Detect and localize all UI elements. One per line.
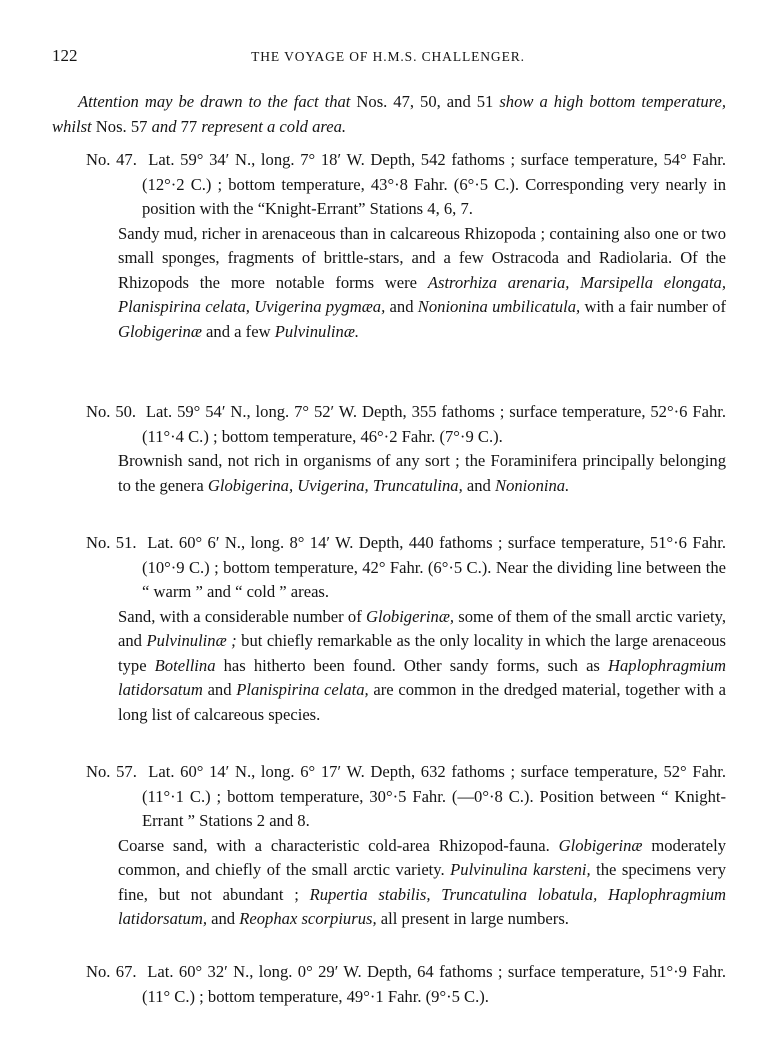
- intro-text: Attention may be drawn to the fact that: [78, 92, 351, 111]
- station-description: and: [206, 909, 240, 928]
- intro-text: show a high bottom temperature, whilst: [52, 92, 726, 136]
- station-number: No. 51.: [86, 533, 137, 552]
- intro-text: and: [151, 116, 177, 136]
- intro-text: 77: [176, 116, 202, 136]
- intro-text: Nos. 47, 50, and 51: [350, 92, 500, 111]
- species-name: Nonionina umbilicatula,: [417, 297, 581, 316]
- species-name: Globigerinæ: [118, 321, 202, 341]
- page-number: 122: [52, 46, 78, 65]
- running-header: [52, 44, 724, 70]
- intro-paragraph: [52, 90, 726, 139]
- species-name: Rupertia stabilis, Truncatulina lobatula, Haplophragmium latidorsatum,: [118, 884, 726, 928]
- station-description: Sand, with a considerable number of: [118, 606, 366, 626]
- station-data: Lat. 60° 6′ N., long. 8° 14′ W. Depth, 440 fathoms ; surface temperature, 51°·6 Fahr. (10°·9 C.) ; bottom temperature, 42° Fahr. (6°·5 C.). Near the dividing line between the “ warm ” and “ cold ” areas.: [142, 533, 726, 601]
- species-name: Pulvinulina karsteni,: [450, 860, 591, 879]
- species-name: Globigerinæ: [558, 835, 643, 855]
- species-name: Globigerinæ,: [366, 606, 455, 626]
- species-name: Haplophragmium latidorsatum: [118, 655, 727, 699]
- species-name: Reophax scorpiurus,: [239, 909, 377, 928]
- station-description: are common in the dredged material, together with a long list of calcareous species.: [118, 680, 726, 724]
- station-entry: [86, 760, 726, 932]
- station-description: and: [462, 475, 496, 495]
- station-description: but chiefly remarkable as the only locality in which the large arenaceous type: [118, 631, 727, 675]
- station-data: Lat. 60° 32′ N., long. 0° 29′ W. Depth, 64 fathoms ; surface temperature, 51°·9 Fahr. (11° C.) ; bottom temperature, 49°·1 Fahr. (9°·5 C.).: [142, 962, 726, 1006]
- station-entry: [86, 531, 726, 727]
- station-entry: [86, 960, 726, 1009]
- station-description: and: [385, 297, 418, 316]
- species-name: Nonionina.: [495, 475, 570, 495]
- station-description: Sandy mud, richer in arenaceous than in calcareous Rhizopoda ; containing also one or two small sponges, fragments of brittle-stars, and a few Ostracoda and Radiolaria. Of the Rhizopods the more notable forms were: [118, 223, 726, 292]
- station-description: and: [202, 680, 237, 699]
- species-name: Astrorhiza arenaria, Marsipella elongata, Planispirina celata, Uvigerina pygmæa,: [118, 272, 727, 316]
- station-description: Brownish sand, not rich in organisms of any sort ; the Foraminifera principally belonging to the genera: [118, 451, 726, 495]
- station-description: has hitherto been found. Other sandy forms, such as: [215, 655, 608, 675]
- station-description: some of them of the small arctic variety, and: [118, 606, 726, 650]
- intro-text: Nos. 57: [91, 116, 152, 136]
- station-data: Lat. 59° 54′ N., long. 7° 52′ W. Depth, 355 fathoms ; surface temperature, 52°·6 Fahr. (11°·4 C.) ; bottom temperature, 46°·2 Fahr. (7°·9 C.).: [142, 402, 727, 446]
- species-name: Botellina: [154, 655, 216, 675]
- station-data: Lat. 60° 14′ N., long. 6° 17′ W. Depth, 632 fathoms ; surface temperature, 52° Fahr. (11°·1 C.) ; bottom temperature, 30°·5 Fahr. (—0°·8 C.). Position between “ Knight-Errant ” Stations 2 and 8.: [142, 762, 726, 830]
- species-name: Pulvinulinæ.: [274, 321, 360, 341]
- species-name: Planispirina celata,: [236, 680, 369, 699]
- intro-text: represent a cold area.: [201, 116, 347, 136]
- station-description: all present in large numbers.: [376, 909, 569, 928]
- station-entry: [86, 400, 726, 498]
- station-description: and a few: [201, 321, 275, 341]
- station-data: Lat. 59° 34′ N., long. 7° 18′ W. Depth, 542 fathoms ; surface temperature, 54° Fahr. (12°·2 C.) ; bottom temperature, 43°·8 Fahr. (6°·5 C.). Corresponding very nearly in position with the “Knight-Errant” Stations 4, 6, 7.: [142, 150, 726, 218]
- species-name: Globigerina, Uvigerina, Truncatulina,: [207, 475, 463, 495]
- station-description: the specimens very fine, but not abundant ;: [118, 860, 726, 904]
- station-description: Coarse sand, with a characteristic cold-area Rhizopod-fauna.: [118, 835, 559, 855]
- station-description: with a fair number of: [580, 297, 726, 316]
- station-number: No. 50.: [86, 402, 137, 421]
- species-name: Pulvinulinæ ;: [146, 631, 237, 650]
- station-entry: [86, 148, 726, 344]
- station-number: No. 47.: [86, 150, 137, 169]
- station-description: moderately common, and chiefly of the small arctic variety.: [118, 835, 726, 879]
- station-number: No. 57.: [86, 762, 137, 781]
- running-title: THE VOYAGE OF H.M.S. CHALLENGER.: [251, 49, 525, 64]
- station-number: No. 67.: [86, 962, 137, 981]
